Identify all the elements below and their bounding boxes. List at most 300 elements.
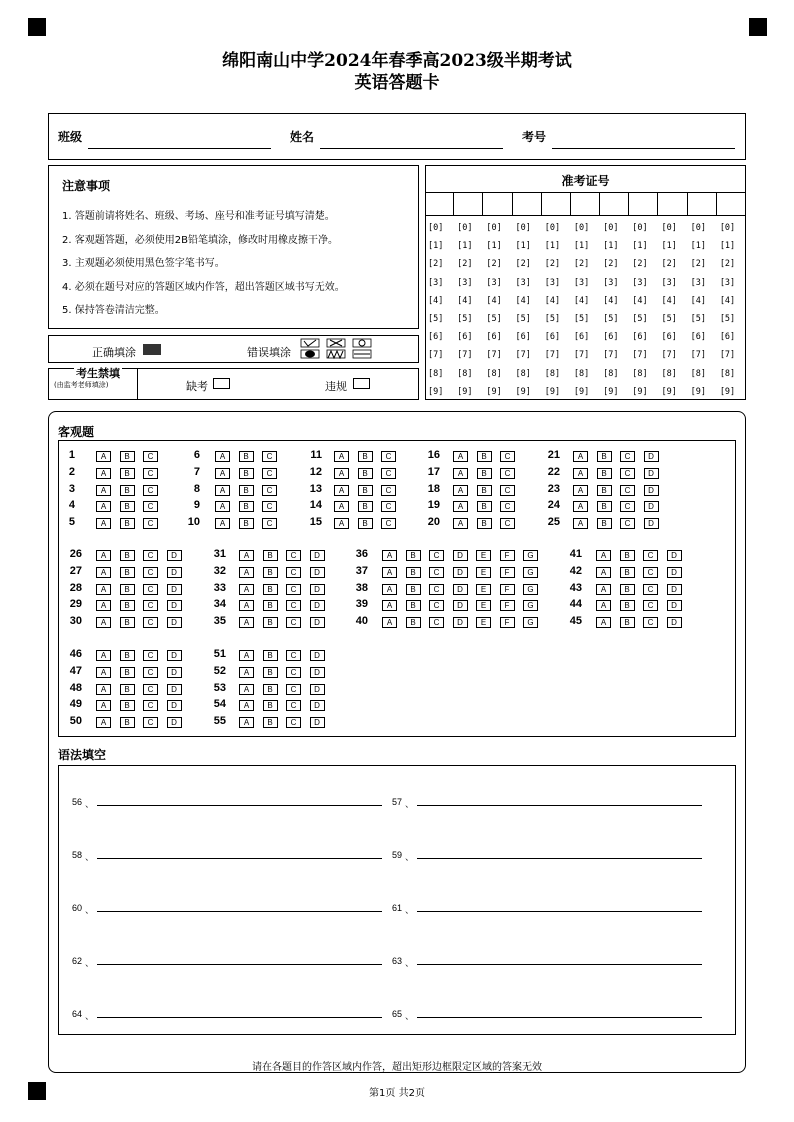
- ticket-digit-bubble[interactable]: [1]: [632, 241, 648, 252]
- option-bubble-b[interactable]: B: [120, 600, 135, 611]
- ticket-write-cell[interactable]: [571, 192, 600, 215]
- option-bubble-c[interactable]: C: [143, 650, 158, 661]
- ticket-digit-bubble[interactable]: [8]: [486, 368, 502, 379]
- option-bubble-c[interactable]: C: [500, 518, 515, 529]
- option-bubble-c[interactable]: C: [500, 485, 515, 496]
- option-bubble-c[interactable]: C: [500, 451, 515, 462]
- option-bubble-a[interactable]: A: [453, 451, 468, 462]
- ticket-digit-bubble[interactable]: [6]: [486, 332, 502, 343]
- option-bubble-a[interactable]: A: [239, 700, 254, 711]
- option-bubble-c[interactable]: C: [381, 451, 396, 462]
- option-bubble-c[interactable]: C: [143, 684, 158, 695]
- ticket-digit-bubble[interactable]: [6]: [515, 332, 531, 343]
- ticket-digit-bubble[interactable]: [1]: [515, 241, 531, 252]
- ticket-digit-bubble[interactable]: [6]: [544, 332, 561, 343]
- option-bubble-b[interactable]: B: [120, 518, 135, 529]
- ticket-write-cell[interactable]: [513, 192, 542, 215]
- option-bubble-b[interactable]: B: [620, 617, 635, 628]
- ticket-digit-bubble[interactable]: [0]: [457, 223, 473, 233]
- ticket-digit-bubble[interactable]: [0]: [573, 223, 590, 233]
- ticket-digit-bubble[interactable]: [4]: [486, 295, 502, 306]
- option-bubble-a[interactable]: A: [239, 717, 254, 728]
- option-bubble-c[interactable]: C: [262, 518, 277, 529]
- option-bubble-c[interactable]: C: [286, 550, 301, 561]
- option-bubble-d[interactable]: D: [667, 567, 682, 578]
- option-bubble-g[interactable]: G: [523, 550, 538, 561]
- ticket-digit-bubble[interactable]: [1]: [603, 241, 619, 252]
- option-bubble-c[interactable]: C: [620, 451, 635, 462]
- grammar-answer-line[interactable]: [97, 964, 382, 965]
- ticket-write-cell[interactable]: [600, 192, 629, 215]
- option-bubble-a[interactable]: A: [215, 485, 230, 496]
- ticket-digit-bubble[interactable]: [4]: [544, 295, 561, 306]
- ticket-digit-bubble[interactable]: [1]: [486, 241, 502, 252]
- option-bubble-d[interactable]: D: [667, 600, 682, 611]
- option-bubble-e[interactable]: E: [476, 584, 491, 595]
- option-bubble-d[interactable]: D: [167, 684, 182, 695]
- option-bubble-c[interactable]: C: [143, 600, 158, 611]
- option-bubble-d[interactable]: D: [310, 617, 325, 628]
- ticket-digit-bubble[interactable]: [9]: [661, 386, 677, 397]
- option-bubble-a[interactable]: A: [334, 485, 349, 496]
- option-bubble-a[interactable]: A: [382, 617, 397, 628]
- ticket-digit-bubble[interactable]: [8]: [573, 368, 590, 379]
- option-bubble-c[interactable]: C: [143, 550, 158, 561]
- option-bubble-c[interactable]: C: [286, 650, 301, 661]
- ticket-digit-bubble[interactable]: [3]: [544, 277, 561, 288]
- option-bubble-c[interactable]: C: [143, 468, 158, 479]
- ticket-digit-bubble[interactable]: [3]: [428, 277, 444, 288]
- option-bubble-d[interactable]: D: [667, 584, 682, 595]
- option-bubble-b[interactable]: B: [620, 567, 635, 578]
- option-bubble-a[interactable]: A: [596, 567, 611, 578]
- option-bubble-c[interactable]: C: [381, 468, 396, 479]
- option-bubble-g[interactable]: G: [523, 584, 538, 595]
- option-bubble-b[interactable]: B: [620, 584, 635, 595]
- option-bubble-c[interactable]: C: [143, 667, 158, 678]
- ticket-digit-bubble[interactable]: [8]: [457, 368, 473, 379]
- option-bubble-a[interactable]: A: [96, 468, 111, 479]
- option-bubble-b[interactable]: B: [120, 667, 135, 678]
- option-bubble-b[interactable]: B: [263, 617, 278, 628]
- option-bubble-g[interactable]: G: [523, 567, 538, 578]
- option-bubble-a[interactable]: A: [96, 567, 111, 578]
- ticket-digit-bubble[interactable]: [2]: [573, 259, 590, 270]
- option-bubble-e[interactable]: E: [476, 550, 491, 561]
- option-bubble-c[interactable]: C: [643, 584, 658, 595]
- ticket-digit-bubble[interactable]: [9]: [719, 386, 736, 397]
- option-bubble-b[interactable]: B: [358, 451, 373, 462]
- option-bubble-b[interactable]: B: [120, 501, 135, 512]
- ticket-digit-bubble[interactable]: [2]: [603, 259, 619, 270]
- option-bubble-a[interactable]: A: [596, 600, 611, 611]
- option-bubble-c[interactable]: C: [429, 600, 444, 611]
- option-bubble-d[interactable]: D: [310, 684, 325, 695]
- option-bubble-b[interactable]: B: [597, 485, 612, 496]
- ticket-digit-bubble[interactable]: [0]: [428, 223, 444, 233]
- ticket-digit-bubble[interactable]: [7]: [632, 350, 648, 361]
- option-bubble-b[interactable]: B: [239, 485, 254, 496]
- option-bubble-d[interactable]: D: [167, 700, 182, 711]
- ticket-digit-bubble[interactable]: [2]: [428, 259, 444, 270]
- ticket-digit-bubble[interactable]: [6]: [603, 332, 619, 343]
- ticket-digit-bubble[interactable]: [7]: [719, 350, 736, 361]
- ticket-digit-bubble[interactable]: [6]: [457, 332, 473, 343]
- option-bubble-a[interactable]: A: [215, 468, 230, 479]
- ticket-digit-bubble[interactable]: [2]: [544, 259, 561, 270]
- option-bubble-a[interactable]: A: [239, 600, 254, 611]
- ticket-digit-bubble[interactable]: [4]: [428, 295, 444, 306]
- option-bubble-d[interactable]: D: [453, 567, 468, 578]
- option-bubble-a[interactable]: A: [382, 567, 397, 578]
- option-bubble-c[interactable]: C: [620, 485, 635, 496]
- ticket-digit-bubble[interactable]: [8]: [661, 368, 677, 379]
- option-bubble-c[interactable]: C: [381, 518, 396, 529]
- option-bubble-c[interactable]: C: [262, 501, 277, 512]
- option-bubble-a[interactable]: A: [96, 650, 111, 661]
- option-bubble-c[interactable]: C: [143, 700, 158, 711]
- option-bubble-b[interactable]: B: [239, 518, 254, 529]
- option-bubble-b[interactable]: B: [477, 468, 492, 479]
- option-bubble-c[interactable]: C: [643, 617, 658, 628]
- option-bubble-c[interactable]: C: [143, 518, 158, 529]
- ticket-digit-bubble[interactable]: [2]: [632, 259, 648, 270]
- option-bubble-b[interactable]: B: [263, 584, 278, 595]
- ticket-digit-bubble[interactable]: [5]: [428, 314, 444, 324]
- option-bubble-a[interactable]: A: [96, 617, 111, 628]
- option-bubble-b[interactable]: B: [263, 717, 278, 728]
- ticket-digit-bubble[interactable]: [4]: [661, 295, 677, 306]
- option-bubble-a[interactable]: A: [239, 550, 254, 561]
- ticket-digit-bubble[interactable]: [7]: [486, 350, 502, 361]
- option-bubble-f[interactable]: F: [500, 600, 515, 611]
- option-bubble-d[interactable]: D: [453, 584, 468, 595]
- option-bubble-a[interactable]: A: [239, 617, 254, 628]
- ticket-digit-bubble[interactable]: [1]: [661, 241, 677, 252]
- option-bubble-a[interactable]: A: [215, 451, 230, 462]
- option-bubble-b[interactable]: B: [120, 650, 135, 661]
- ticket-digit-bubble[interactable]: [7]: [573, 350, 590, 361]
- ticket-digit-bubble[interactable]: [7]: [457, 350, 473, 361]
- option-bubble-b[interactable]: B: [239, 468, 254, 479]
- ticket-digit-bubble[interactable]: [8]: [428, 368, 444, 379]
- option-bubble-a[interactable]: A: [596, 550, 611, 561]
- option-bubble-d[interactable]: D: [167, 617, 182, 628]
- ticket-digit-bubble[interactable]: [6]: [661, 332, 677, 343]
- option-bubble-d[interactable]: D: [167, 550, 182, 561]
- option-bubble-d[interactable]: D: [310, 700, 325, 711]
- option-bubble-c[interactable]: C: [429, 567, 444, 578]
- ticket-digit-bubble[interactable]: [0]: [486, 223, 502, 233]
- option-bubble-b[interactable]: B: [120, 684, 135, 695]
- option-bubble-c[interactable]: C: [286, 567, 301, 578]
- option-bubble-d[interactable]: D: [310, 717, 325, 728]
- option-bubble-d[interactable]: D: [453, 550, 468, 561]
- option-bubble-c[interactable]: C: [286, 600, 301, 611]
- ticket-digit-bubble[interactable]: [4]: [719, 295, 736, 306]
- ticket-digit-bubble[interactable]: [3]: [661, 277, 677, 288]
- option-bubble-c[interactable]: C: [143, 451, 158, 462]
- option-bubble-a[interactable]: A: [96, 485, 111, 496]
- option-bubble-d[interactable]: D: [453, 600, 468, 611]
- ticket-digit-bubble[interactable]: [3]: [603, 277, 619, 288]
- option-bubble-c[interactable]: C: [620, 501, 635, 512]
- ticket-digit-bubble[interactable]: [1]: [573, 241, 590, 252]
- grammar-answer-line[interactable]: [97, 858, 382, 859]
- ticket-digit-bubble[interactable]: [0]: [690, 223, 706, 233]
- ticket-digit-bubble[interactable]: [4]: [515, 295, 531, 306]
- ticket-digit-bubble[interactable]: [4]: [573, 295, 590, 306]
- ticket-digit-bubble[interactable]: [3]: [515, 277, 531, 288]
- grammar-answer-line[interactable]: [417, 964, 702, 965]
- class-field[interactable]: [88, 148, 271, 149]
- ticket-digit-bubble[interactable]: [2]: [719, 259, 736, 270]
- option-bubble-a[interactable]: A: [453, 468, 468, 479]
- option-bubble-b[interactable]: B: [597, 451, 612, 462]
- ticket-write-cell[interactable]: [542, 192, 571, 215]
- option-bubble-a[interactable]: A: [334, 518, 349, 529]
- ticket-write-cell[interactable]: [658, 192, 687, 215]
- option-bubble-c[interactable]: C: [262, 468, 277, 479]
- option-bubble-d[interactable]: D: [644, 501, 659, 512]
- ticket-digit-bubble[interactable]: [6]: [719, 332, 736, 343]
- grammar-answer-line[interactable]: [417, 858, 702, 859]
- option-bubble-d[interactable]: D: [167, 584, 182, 595]
- name-field[interactable]: [320, 148, 503, 149]
- option-bubble-a[interactable]: A: [239, 684, 254, 695]
- option-bubble-a[interactable]: A: [96, 451, 111, 462]
- option-bubble-d[interactable]: D: [644, 451, 659, 462]
- option-bubble-c[interactable]: C: [143, 717, 158, 728]
- ticket-write-cell[interactable]: [454, 192, 483, 215]
- option-bubble-b[interactable]: B: [263, 600, 278, 611]
- ticket-digit-bubble[interactable]: [9]: [457, 386, 473, 397]
- option-bubble-b[interactable]: B: [597, 501, 612, 512]
- option-bubble-b[interactable]: B: [358, 468, 373, 479]
- ticket-digit-bubble[interactable]: [2]: [690, 259, 706, 270]
- grammar-answer-line[interactable]: [97, 1017, 382, 1018]
- ticket-digit-bubble[interactable]: [4]: [457, 295, 473, 306]
- option-bubble-a[interactable]: A: [596, 584, 611, 595]
- option-bubble-b[interactable]: B: [120, 567, 135, 578]
- option-bubble-c[interactable]: C: [429, 617, 444, 628]
- option-bubble-b[interactable]: B: [120, 468, 135, 479]
- exam-no-field[interactable]: [552, 148, 735, 149]
- option-bubble-c[interactable]: C: [429, 584, 444, 595]
- ticket-digit-bubble[interactable]: [5]: [690, 314, 706, 324]
- ticket-digit-bubble[interactable]: [8]: [515, 368, 531, 379]
- ticket-digit-bubble[interactable]: [1]: [719, 241, 736, 252]
- ticket-digit-bubble[interactable]: [5]: [632, 314, 648, 324]
- ticket-digit-bubble[interactable]: [4]: [632, 295, 648, 306]
- ticket-digit-bubble[interactable]: [6]: [690, 332, 706, 343]
- option-bubble-b[interactable]: B: [477, 485, 492, 496]
- option-bubble-d[interactable]: D: [453, 617, 468, 628]
- option-bubble-b[interactable]: B: [597, 468, 612, 479]
- ticket-digit-bubble[interactable]: [5]: [573, 314, 590, 324]
- option-bubble-d[interactable]: D: [644, 468, 659, 479]
- option-bubble-f[interactable]: F: [500, 617, 515, 628]
- ticket-digit-bubble[interactable]: [0]: [544, 223, 561, 233]
- option-bubble-c[interactable]: C: [381, 501, 396, 512]
- option-bubble-b[interactable]: B: [263, 684, 278, 695]
- option-bubble-b[interactable]: B: [120, 550, 135, 561]
- option-bubble-b[interactable]: B: [477, 501, 492, 512]
- option-bubble-a[interactable]: A: [96, 550, 111, 561]
- option-bubble-b[interactable]: B: [597, 518, 612, 529]
- grammar-answer-line[interactable]: [417, 1017, 702, 1018]
- option-bubble-b[interactable]: B: [406, 600, 421, 611]
- option-bubble-a[interactable]: A: [573, 468, 588, 479]
- option-bubble-d[interactable]: D: [310, 667, 325, 678]
- ticket-digit-bubble[interactable]: [1]: [428, 241, 444, 252]
- option-bubble-c[interactable]: C: [143, 567, 158, 578]
- option-bubble-d[interactable]: D: [667, 617, 682, 628]
- ticket-digit-bubble[interactable]: [9]: [573, 386, 590, 397]
- ticket-digit-bubble[interactable]: [9]: [632, 386, 648, 397]
- ticket-digit-bubble[interactable]: [5]: [515, 314, 531, 324]
- option-bubble-d[interactable]: D: [167, 650, 182, 661]
- option-bubble-b[interactable]: B: [406, 567, 421, 578]
- option-bubble-a[interactable]: A: [96, 584, 111, 595]
- ticket-digit-bubble[interactable]: [4]: [690, 295, 706, 306]
- option-bubble-a[interactable]: A: [215, 518, 230, 529]
- grammar-answer-line[interactable]: [417, 805, 702, 806]
- option-bubble-a[interactable]: A: [382, 584, 397, 595]
- ticket-digit-bubble[interactable]: [2]: [661, 259, 677, 270]
- option-bubble-d[interactable]: D: [667, 550, 682, 561]
- option-bubble-d[interactable]: D: [310, 584, 325, 595]
- ticket-digit-bubble[interactable]: [0]: [515, 223, 531, 233]
- option-bubble-b[interactable]: B: [120, 617, 135, 628]
- option-bubble-b[interactable]: B: [263, 700, 278, 711]
- option-bubble-b[interactable]: B: [239, 451, 254, 462]
- option-bubble-c[interactable]: C: [286, 617, 301, 628]
- ticket-digit-bubble[interactable]: [8]: [690, 368, 706, 379]
- option-bubble-d[interactable]: D: [310, 600, 325, 611]
- option-bubble-c[interactable]: C: [620, 518, 635, 529]
- grammar-answer-line[interactable]: [97, 805, 382, 806]
- option-bubble-f[interactable]: F: [500, 584, 515, 595]
- ticket-digit-bubble[interactable]: [5]: [603, 314, 619, 324]
- option-bubble-a[interactable]: A: [573, 518, 588, 529]
- option-bubble-c[interactable]: C: [286, 684, 301, 695]
- ticket-digit-bubble[interactable]: [9]: [428, 386, 444, 397]
- option-bubble-c[interactable]: C: [643, 567, 658, 578]
- ticket-write-cell[interactable]: [688, 192, 717, 215]
- option-bubble-g[interactable]: G: [523, 600, 538, 611]
- ticket-digit-bubble[interactable]: [8]: [603, 368, 619, 379]
- ticket-digit-bubble[interactable]: [6]: [573, 332, 590, 343]
- option-bubble-a[interactable]: A: [334, 501, 349, 512]
- option-bubble-d[interactable]: D: [167, 667, 182, 678]
- option-bubble-c[interactable]: C: [262, 451, 277, 462]
- grammar-answer-line[interactable]: [417, 911, 702, 912]
- option-bubble-b[interactable]: B: [406, 617, 421, 628]
- ticket-digit-bubble[interactable]: [6]: [428, 332, 444, 343]
- ticket-digit-bubble[interactable]: [3]: [690, 277, 706, 288]
- option-bubble-c[interactable]: C: [262, 485, 277, 496]
- option-bubble-a[interactable]: A: [96, 600, 111, 611]
- ticket-write-cell[interactable]: [425, 192, 454, 215]
- option-bubble-a[interactable]: A: [382, 600, 397, 611]
- option-bubble-c[interactable]: C: [643, 600, 658, 611]
- option-bubble-b[interactable]: B: [120, 700, 135, 711]
- ticket-digit-bubble[interactable]: [6]: [632, 332, 648, 343]
- option-bubble-c[interactable]: C: [500, 468, 515, 479]
- ticket-digit-bubble[interactable]: [9]: [515, 386, 531, 397]
- ticket-digit-bubble[interactable]: [8]: [632, 368, 648, 379]
- option-bubble-a[interactable]: A: [453, 485, 468, 496]
- option-bubble-g[interactable]: G: [523, 617, 538, 628]
- option-bubble-b[interactable]: B: [120, 451, 135, 462]
- option-bubble-c[interactable]: C: [620, 468, 635, 479]
- option-bubble-a[interactable]: A: [96, 667, 111, 678]
- ticket-digit-bubble[interactable]: [5]: [661, 314, 677, 324]
- option-bubble-b[interactable]: B: [120, 584, 135, 595]
- option-bubble-a[interactable]: A: [453, 518, 468, 529]
- option-bubble-c[interactable]: C: [429, 550, 444, 561]
- option-bubble-a[interactable]: A: [239, 667, 254, 678]
- ticket-digit-bubble[interactable]: [0]: [632, 223, 648, 233]
- option-bubble-d[interactable]: D: [310, 550, 325, 561]
- option-bubble-b[interactable]: B: [477, 518, 492, 529]
- ticket-digit-bubble[interactable]: [9]: [486, 386, 502, 397]
- option-bubble-a[interactable]: A: [96, 684, 111, 695]
- option-bubble-c[interactable]: C: [643, 550, 658, 561]
- ticket-digit-bubble[interactable]: [5]: [719, 314, 736, 324]
- ticket-digit-bubble[interactable]: [7]: [603, 350, 619, 361]
- option-bubble-c[interactable]: C: [286, 584, 301, 595]
- option-bubble-a[interactable]: A: [96, 501, 111, 512]
- ticket-digit-bubble[interactable]: [7]: [661, 350, 677, 361]
- ticket-digit-bubble[interactable]: [9]: [544, 386, 561, 397]
- option-bubble-c[interactable]: C: [143, 617, 158, 628]
- option-bubble-c[interactable]: C: [286, 667, 301, 678]
- option-bubble-a[interactable]: A: [573, 485, 588, 496]
- option-bubble-b[interactable]: B: [358, 485, 373, 496]
- option-bubble-f[interactable]: F: [500, 567, 515, 578]
- option-bubble-e[interactable]: E: [476, 617, 491, 628]
- ticket-digit-bubble[interactable]: [8]: [544, 368, 561, 379]
- option-bubble-b[interactable]: B: [263, 667, 278, 678]
- option-bubble-b[interactable]: B: [263, 650, 278, 661]
- option-bubble-b[interactable]: B: [406, 550, 421, 561]
- ticket-digit-bubble[interactable]: [4]: [603, 295, 619, 306]
- option-bubble-d[interactable]: D: [167, 567, 182, 578]
- option-bubble-b[interactable]: B: [477, 451, 492, 462]
- ticket-write-cell[interactable]: [629, 192, 658, 215]
- option-bubble-b[interactable]: B: [120, 717, 135, 728]
- option-bubble-b[interactable]: B: [263, 550, 278, 561]
- ticket-digit-bubble[interactable]: [3]: [573, 277, 590, 288]
- ticket-digit-bubble[interactable]: [3]: [719, 277, 736, 288]
- violation-checkbox[interactable]: [353, 378, 370, 389]
- option-bubble-a[interactable]: A: [239, 567, 254, 578]
- option-bubble-b[interactable]: B: [120, 485, 135, 496]
- option-bubble-e[interactable]: E: [476, 567, 491, 578]
- option-bubble-a[interactable]: A: [334, 451, 349, 462]
- option-bubble-a[interactable]: A: [334, 468, 349, 479]
- option-bubble-d[interactable]: D: [310, 650, 325, 661]
- option-bubble-a[interactable]: A: [96, 700, 111, 711]
- ticket-digit-bubble[interactable]: [1]: [690, 241, 706, 252]
- option-bubble-a[interactable]: A: [382, 550, 397, 561]
- option-bubble-a[interactable]: A: [239, 650, 254, 661]
- ticket-digit-bubble[interactable]: [9]: [603, 386, 619, 397]
- ticket-digit-bubble[interactable]: [3]: [486, 277, 502, 288]
- option-bubble-c[interactable]: C: [143, 485, 158, 496]
